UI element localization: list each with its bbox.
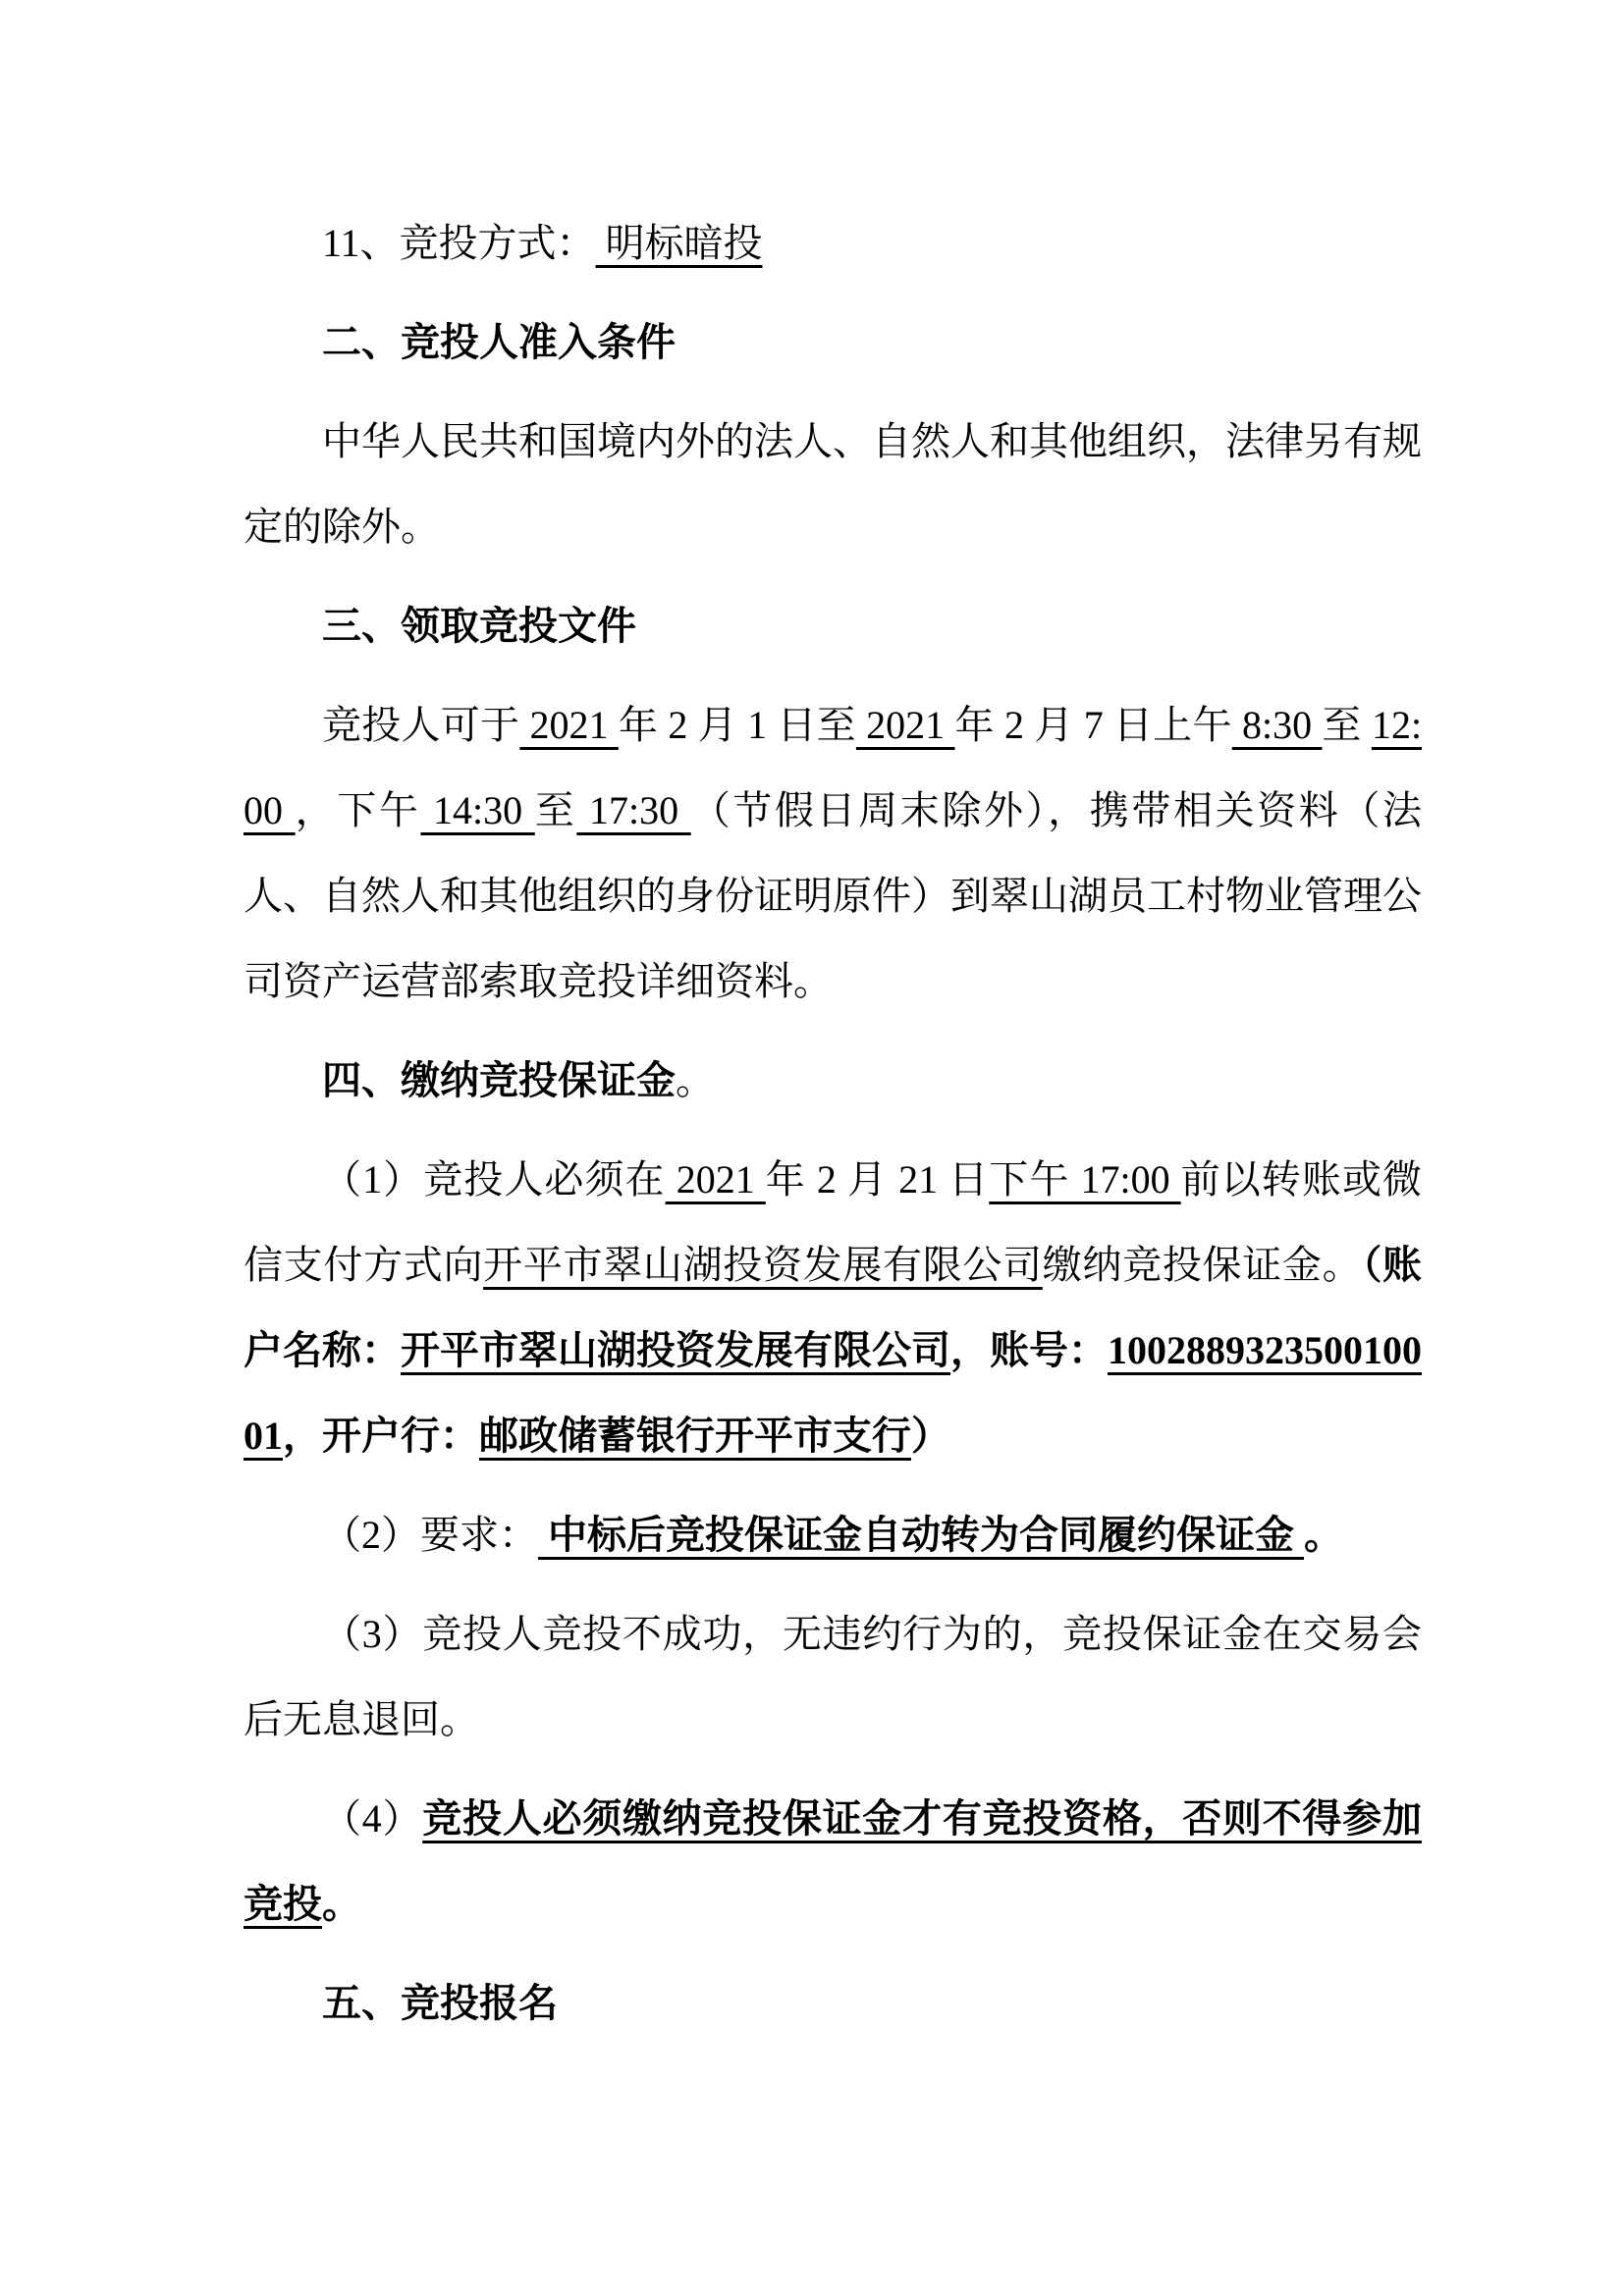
closing-paren: ） xyxy=(911,1414,950,1458)
clause-bid-method-label: 11、竞投方式： xyxy=(322,221,596,265)
text-run: 至 xyxy=(1322,703,1372,747)
heading-section-2 xyxy=(244,299,1422,385)
text-run: （节假日周末除外），携带相关资料（法人、自然人和其他组织的身份证明原件）到翠山湖员工村物业管理公司资产运营部索取竞投详细资料。 xyxy=(244,788,1423,1003)
requirement-value: 中标后竞投保证金自动转为合同履约保证金 xyxy=(538,1513,1304,1557)
paragraph-eligibility-text: 中华人民共和国境内外的法人、自然人和其他组织，法律另有规定的除外。 xyxy=(244,419,1422,549)
deposit-deadline-year: 2021 xyxy=(665,1157,766,1201)
text-run: （1）竞投人必须在 xyxy=(322,1157,666,1201)
paragraph-deposit-refund xyxy=(244,1591,1422,1762)
collection-end-year: 2021 xyxy=(855,703,955,747)
text-run: 年 2 月 7 日上午 xyxy=(954,703,1232,747)
text-run: 竞投人可于 xyxy=(322,703,520,747)
text-run: 至 xyxy=(534,788,577,832)
account-name-value: 开平市翠山湖投资发展有限公司 xyxy=(401,1328,950,1372)
heading-section-3-text: 三、领取竞投文件 xyxy=(322,604,636,648)
text-run: 前以转账或微信支付方式向 xyxy=(244,1157,1423,1287)
deposit-deadline-time: 下午 17:00 xyxy=(989,1157,1181,1201)
text-run: 缴纳竞投保证金。 xyxy=(1042,1243,1363,1287)
account-number-label: ，账号： xyxy=(950,1328,1108,1372)
paragraph-eligibility xyxy=(244,399,1422,569)
text-run: 年 2 月 1 日至 xyxy=(618,703,856,747)
heading-section-5 xyxy=(244,1960,1422,2046)
heading-section-2-text: 二、竞投人准入条件 xyxy=(322,320,676,364)
morning-open-time: 8:30 xyxy=(1231,703,1323,747)
heading-section-4-period: 。 xyxy=(676,1058,715,1102)
bid-method-value: 明标暗投 xyxy=(595,221,763,265)
heading-section-5-text: 五、竞投报名 xyxy=(322,1981,558,2025)
payee-company-name: 开平市翠山湖投资发展有限公司 xyxy=(483,1243,1043,1287)
morning-close-time: 12:00 xyxy=(244,703,1423,832)
paragraph-deposit-payment xyxy=(244,1137,1422,1478)
deposit-mandatory-text: 竞投人必须缴纳竞投保证金才有竞投资格，否则不得参加竞投 xyxy=(244,1796,1423,1926)
bank-label: ，开户行： xyxy=(283,1414,479,1458)
requirement-label: （2）要求： xyxy=(322,1513,538,1557)
clause-bid-method xyxy=(244,200,1422,286)
bank-name-value: 邮政储蓄银行开平市支行 xyxy=(479,1414,911,1458)
text-run: 年 2 月 21 日 xyxy=(765,1157,990,1201)
heading-section-3 xyxy=(244,583,1422,668)
deposit-mandatory-period: 。 xyxy=(322,1882,361,1926)
paragraph-deposit-refund-text: （3）竞投人竞投不成功，无违约行为的，竞投保证金在交易会后无息退回。 xyxy=(244,1612,1422,1741)
paragraph-document-collection xyxy=(244,682,1422,1024)
paragraph-deposit-requirement xyxy=(244,1492,1422,1577)
paragraph-deposit-mandatory xyxy=(244,1776,1422,1947)
account-name-label: （账户名称： xyxy=(244,1243,1423,1372)
collection-start-year: 2021 xyxy=(519,703,619,747)
heading-section-4-text: 四、缴纳竞投保证金 xyxy=(322,1058,676,1102)
text-run: ，下午 xyxy=(295,788,421,832)
afternoon-close-time: 17:30 xyxy=(576,788,691,832)
requirement-period: 。 xyxy=(1304,1513,1343,1557)
afternoon-open-time: 14:30 xyxy=(420,788,535,832)
item-4-label: （4） xyxy=(322,1796,423,1841)
heading-section-4 xyxy=(244,1038,1422,1123)
account-number-value: 100288932350010001 xyxy=(244,1328,1422,1458)
